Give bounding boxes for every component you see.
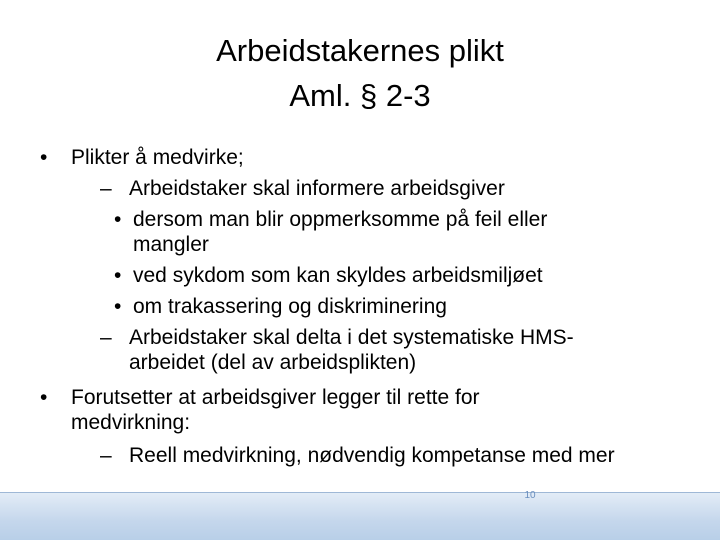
dash-marker: – — [100, 177, 112, 200]
footer-bar — [0, 492, 720, 540]
bullet-marker: • — [40, 146, 48, 169]
bullet-text-plikter: Plikter å medvirke; — [71, 146, 244, 169]
bullet-text-feil-line2: mangler — [133, 233, 209, 256]
bullet-marker: • — [114, 208, 122, 231]
bullet-text-feil-line1: dersom man blir oppmerksomme på feil eller — [133, 208, 548, 231]
bullet-text-sykdom: ved sykdom som kan skyldes arbeidsmiljøet — [133, 264, 543, 287]
bullet-text-reell: Reell medvirkning, nødvendig kompetanse med mer — [129, 444, 615, 467]
slide-title — [60, 28, 660, 118]
title-line-2: Aml. § 2-3 — [289, 78, 431, 113]
bullet-text-trakassering: om trakassering og diskriminering — [133, 295, 447, 318]
page-number: 10 — [524, 490, 536, 501]
bullet-marker: • — [40, 386, 48, 409]
footer-divider — [0, 492, 720, 493]
bullet-text-hms-line1: Arbeidstaker skal delta i det systematiske HMS- — [129, 326, 574, 349]
dash-marker: – — [100, 326, 112, 349]
title-line-1: Arbeidstakernes plikt — [216, 33, 504, 68]
bullet-text-hms-line2: arbeidet (del av arbeidsplikten) — [129, 351, 417, 374]
bullet-marker: • — [114, 264, 122, 287]
bullet-text-forutsetter-line2: medvirkning: — [71, 411, 191, 434]
dash-marker: – — [100, 444, 112, 467]
bullet-text-informere: Arbeidstaker skal informere arbeidsgiver — [129, 177, 505, 200]
bullet-text-forutsetter-line1: Forutsetter at arbeidsgiver legger til rette for — [71, 386, 480, 409]
bullet-marker: • — [114, 295, 122, 318]
